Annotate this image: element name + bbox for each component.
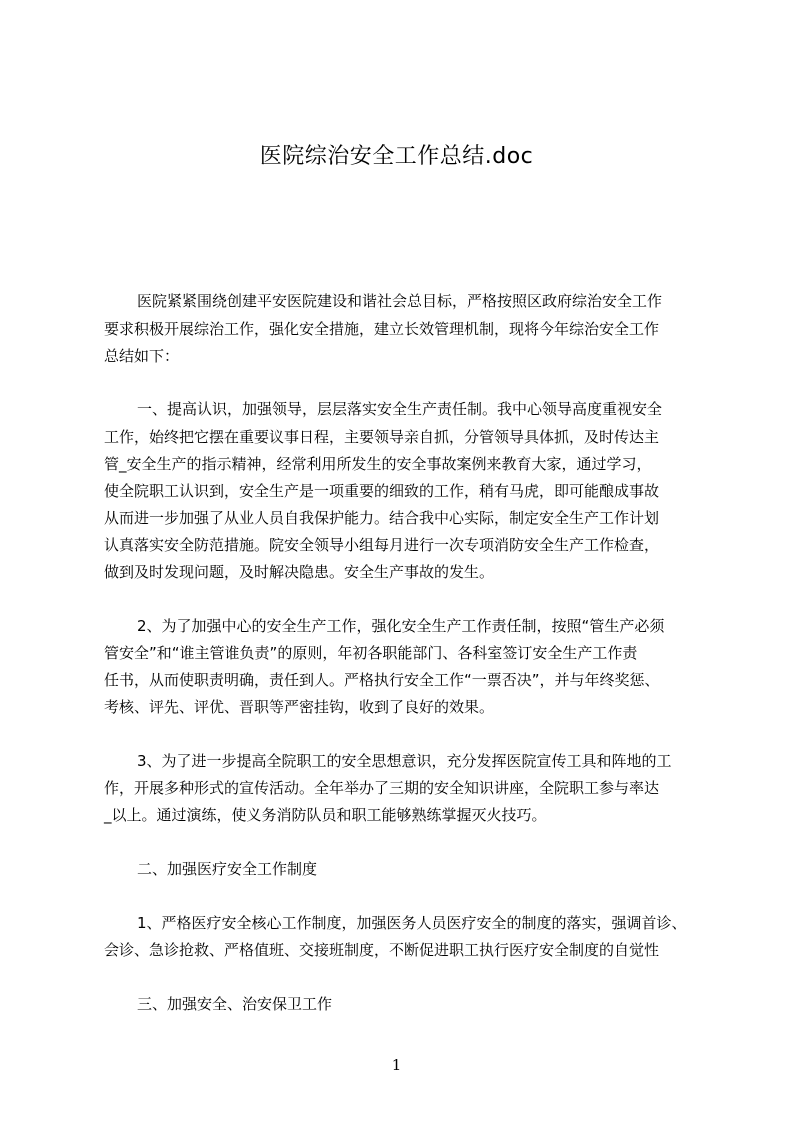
section-1-line-4: 使全院职工认识到，安全生产是一项重要的细致的工作，稍有马虎，即可能酿成事故 xyxy=(104,482,660,500)
section-1-line-1: 一、提高认识，加强领导，层层落实安全生产责任制。我中心领导高度重视安全 xyxy=(137,400,663,418)
item-2-line-3: 任书，从而使职责明确，责任到人。严格执行安全工作“一票否决”，并与年终奖惩、 xyxy=(104,671,660,689)
section-3-heading: 三、加强安全、治安保卫工作 xyxy=(137,995,333,1013)
section-1-line-2: 工作，始终把它摆在重要议事日程，主要领导亲自抓，分管领导具体抓，及时传达主 xyxy=(104,428,660,446)
item-3-line-2: 作，开展多种形式的宣传活动。全年举办了三期的安全知识讲座，全院职工参与率达 xyxy=(104,779,660,797)
item-3-line-3: _以上。通过演练，使义务消防队员和职工能够熟练掌握灭火技巧。 xyxy=(104,806,547,824)
page-number: 1 xyxy=(391,1056,402,1074)
section-1-line-3: 管_安全生产的指示精神，经常利用所发生的安全事故案例来教育大家，通过学习， xyxy=(104,455,652,473)
section-1-line-7: 做到及时发现问题，及时解决隐患。安全生产事故的发生。 xyxy=(104,563,495,581)
section-2-item-1-line-1: 1、严格医疗安全核心工作制度，加强医务人员医疗安全的制度的落实，强调首诊、 xyxy=(137,914,687,932)
intro-line-1: 医院紧紧围绕创建平安医院建设和谐社会总目标，严格按照区政府综治安全工作 xyxy=(137,292,663,310)
intro-line-2: 要求积极开展综治工作，强化安全措施，建立长效管理机制，现将今年综治安全工作 xyxy=(104,320,660,338)
intro-line-3: 总结如下： xyxy=(104,347,180,365)
document-title: 医院综治安全工作总结.doc xyxy=(259,144,534,169)
section-1-line-5: 从而进一步加强了从业人员自我保护能力。结合我中心实际，制定安全生产工作计划 xyxy=(104,509,660,527)
section-2-heading: 二、加强医疗安全工作制度 xyxy=(137,860,318,878)
item-3-line-1: 3、为了进一步提高全院职工的安全思想意识，充分发挥医院宣传工具和阵地的工 xyxy=(137,752,672,770)
section-1-line-6: 认真落实安全防范措施。院安全领导小组每月进行一次专项消防安全生产工作检查， xyxy=(104,536,660,554)
item-2-line-2: 管安全”和“谁主管谁负责”的原则，年初各职能部门、各科室签订安全生产工作责 xyxy=(104,644,638,662)
item-2-line-4: 考核、评先、评优、晋职等严密挂钩，收到了良好的效果。 xyxy=(104,698,495,716)
section-2-item-1-line-2: 会诊、急诊抢救、严格值班、交接班制度，不断促进职工执行医疗安全制度的自觉性 xyxy=(104,941,660,959)
item-2-line-1: 2、为了加强中心的安全生产工作，强化安全生产工作责任制，按照“管生产必须 xyxy=(137,617,665,635)
